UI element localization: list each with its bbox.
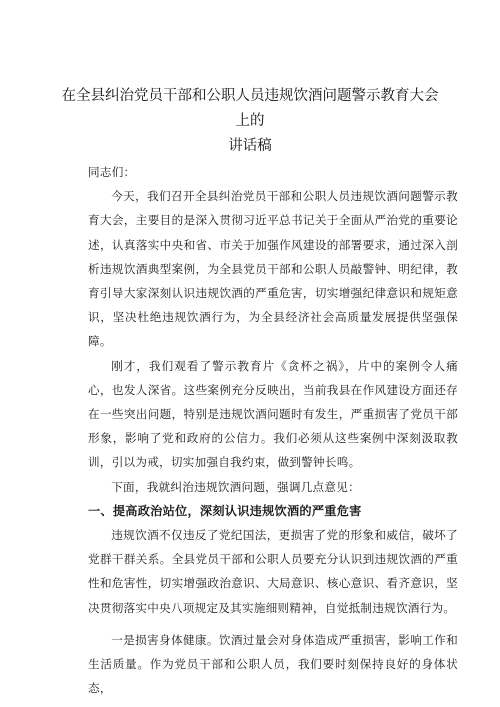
title-line-2: 讲话稿 bbox=[228, 138, 272, 154]
section-1-point-1: 一是损害身体健康。饮酒过量会对身体造成严重损害，影响工作和生活质量。作为党员干部和公职人员，我们要时刻保持良好的身体状态， bbox=[88, 632, 458, 696]
paragraph-1: 今天，我们召开全县纠治党员干部和公职人员违规饮酒问题警示教育大会，主要目的是深入贯彻习近平总书记关于全面从严治党的重要论述，认真落实中央和省、市关于加强作风建设的部署要求，通过深入剖析违规饮酒典型案例，为全县党员干部和公职人员敲警钟、明纪律，教育引导大家深刻认识违规饮酒的严重危害，切实增强纪律意识和规矩意识，坚决杜绝违规饮酒行为，为全县经济社会高质量发展提供坚强保障。 bbox=[88, 189, 458, 349]
title-line-1: 在全县纠治党员干部和公职人员违规饮酒问题警示教育大会上的 bbox=[61, 88, 439, 129]
paragraph-2: 刚才，我们观看了警示教育片《贪杯之祸》，片中的案例令人痛心，也发人深省。这些案例充分反映出，当前我县在作风建设方面还存在一些突出问题，特别是违规饮酒问题时有发生，严重损害了党员干部形象，影响了党和政府的公信力。我们必须从这些案例中深刻汲取教训，引以为戒，切实加强自我约束，做到警钟长鸣。 bbox=[88, 358, 458, 470]
document-title bbox=[60, 84, 440, 159]
paragraph-3: 下面，我就纠治违规饮酒问题，强调几点意见： bbox=[111, 479, 360, 494]
document-body bbox=[88, 160, 458, 700]
section-1-paragraph: 违规饮酒不仅违反了党纪国法，更损害了党的形象和威信，破坏了党群干群关系。全县党员干部和公职人员要充分认识到违规饮酒的严重性和危害性，切实增强政治意识、大局意识、核心意识、看齐意识，坚决贯彻落实中央八项规定及其实施细则精神，自觉抵制违规饮酒行为。 bbox=[88, 528, 458, 615]
greeting: 同志们： bbox=[88, 165, 136, 179]
section-heading-1: 一、提高政治站位，深刻认识违规饮酒的严重危害 bbox=[88, 503, 362, 518]
